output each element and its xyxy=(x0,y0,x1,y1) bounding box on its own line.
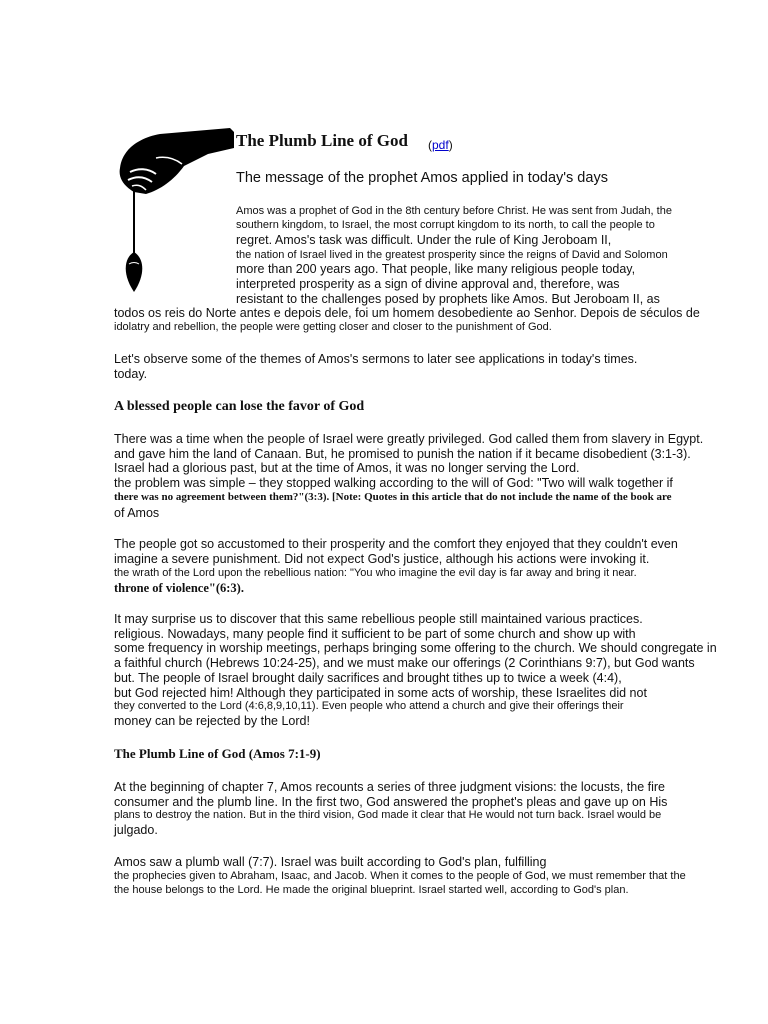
paragraph-line: the house belongs to the Lord. He made the original blueprint. Israel started well, according to God's plan. xyxy=(114,884,629,896)
pdf-open-paren: ( xyxy=(428,138,432,152)
article-title: The Plumb Line of God xyxy=(236,131,408,150)
paragraph-line: religious. Nowadays, many people find it sufficient to be part of some church and show up with xyxy=(114,627,636,641)
article-subtitle: The message of the prophet Amos applied in today's days xyxy=(236,170,608,186)
paragraph-line: but God rejected him! Although they participated in some acts of worship, these Israelites did not xyxy=(114,686,647,700)
paragraph-line: there was no agreement between them?"(3:3). [Note: Quotes in this article that do not include the name of the book are xyxy=(114,491,672,503)
paragraph-line: today. xyxy=(114,367,148,381)
paragraph-line: consumer and the plumb line. In the first two, God answered the prophet's pleas and gave up on His xyxy=(114,795,668,809)
section-heading: The Plumb Line of God (Amos 7:1-9) xyxy=(114,746,321,761)
paragraph-line: todos os reis do Norte antes e depois dele, foi um homem desobediente ao Senhor. Depois de séculos de xyxy=(114,306,700,320)
paragraph-line: a faithful church (Hebrews 10:24-25), and we must make our offerings (2 Corinthians 9:7), but God wants xyxy=(114,656,695,670)
paragraph-line: There was a time when the people of Israel were greatly privileged. God called them from slavery in Egypt. xyxy=(114,432,704,446)
paragraph-line: julgado. xyxy=(114,823,158,837)
paragraph-line: The people got so accustomed to their prosperity and the comfort they enjoyed that they couldn't even xyxy=(114,537,678,551)
paragraph-line: At the beginning of chapter 7, Amos recounts a series of three judgment visions: the locusts, the fire xyxy=(114,780,666,794)
pdf-link[interactable]: pdf xyxy=(432,138,449,152)
paragraph-line: It may surprise us to discover that this same rebellious people still maintained various practices. xyxy=(114,612,643,626)
paragraph-line: they converted to the Lord (4:6,8,9,10,11). Even people who attend a church and give their offerings their xyxy=(114,700,624,712)
paragraph-line: the nation of Israel lived in the greatest prosperity since the reigns of David and Solomon xyxy=(236,249,668,261)
paragraph-line: throne of violence"(6:3). xyxy=(114,581,244,595)
paragraph-line: but. The people of Israel brought daily sacrifices and brought tithes up to twice a week (4:4), xyxy=(114,671,622,685)
paragraph-line: and gave him the land of Canaan. But, he promised to punish the nation if it became disobedient (3:1-3). xyxy=(114,447,691,461)
paragraph-line: the prophecies given to Abraham, Isaac, and Jacob. When it comes to the people of God, we must remember that the xyxy=(114,870,686,882)
paragraph-line: more than 200 years ago. That people, like many religious people today, xyxy=(236,262,636,276)
section-heading: A blessed people can lose the favor of God xyxy=(114,399,365,414)
pdf-link-wrapper xyxy=(428,138,453,152)
paragraph-line: some frequency in worship meetings, perhaps bringing some offering to the church. We should congregate in xyxy=(114,641,717,655)
pdf-close-paren: ) xyxy=(448,138,453,152)
paragraph-line: money can be rejected by the Lord! xyxy=(114,714,310,728)
paragraph-line: imagine a severe punishment. Did not expect God's justice, although his actions were invoking it. xyxy=(114,552,650,566)
paragraph-line: the wrath of the Lord upon the rebellious nation: "You who imagine the evil day is far away and bring it near. xyxy=(114,567,637,579)
plumb-line-hand-logo xyxy=(112,128,236,296)
paragraph-line: resistant to the challenges posed by prophets like Amos. But Jeroboam II, as xyxy=(236,292,660,306)
paragraph-line: interpreted prosperity as a sign of divine approval and, therefore, was xyxy=(236,277,620,291)
paragraph-line: Amos was a prophet of God in the 8th century before Christ. He was sent from Judah, the xyxy=(236,205,672,217)
paragraph-line: the problem was simple – they stopped walking according to the will of God: "Two will walk together if xyxy=(114,476,673,490)
paragraph-line: southern kingdom, to Israel, the most corrupt kingdom to its north, to call the people to xyxy=(236,219,655,231)
paragraph-line: Amos saw a plumb wall (7:7). Israel was built according to God's plan, fulfilling xyxy=(114,855,547,869)
paragraph-line: Let's observe some of the themes of Amos's sermons to later see applications in today's times. xyxy=(114,352,638,366)
paragraph-line: of Amos xyxy=(114,506,160,520)
paragraph-line: regret. Amos's task was difficult. Under the rule of King Jeroboam II, xyxy=(236,233,612,247)
paragraph-line: idolatry and rebellion, the people were getting closer and closer to the punishment of God. xyxy=(114,321,552,333)
paragraph-line: Israel had a glorious past, but at the time of Amos, it was no longer serving the Lord. xyxy=(114,461,580,475)
paragraph-line: plans to destroy the nation. But in the third vision, God made it clear that He would not turn back. Israel would be xyxy=(114,809,662,821)
